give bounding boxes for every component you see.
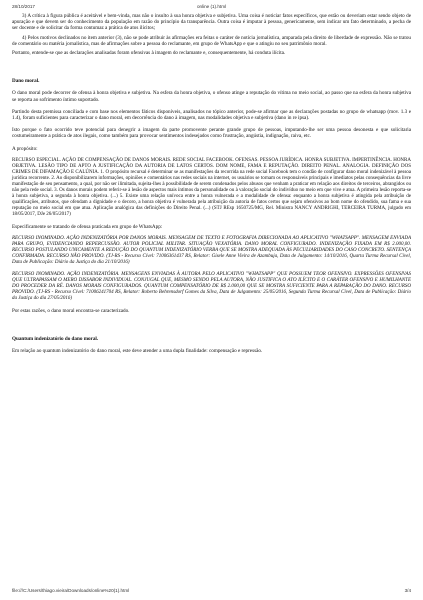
paragraph-caracterizado: Por estas razões, o dano moral encontra-se caracterizado. <box>12 308 130 315</box>
paragraph-premissa: Partindo desta premissa conciliada e com base nos elementos fáticos disponíveis, analisados no tópico anterior, pode-se afirmar que as declarações postadas no grupo de whatsapp (mov. 1.3 e 1.4), foram suficientes para caracterizar o dano moral, em decorrência do dano à imagem, nas modalidades objetiva e subjetiva (dano in re ipsa). <box>12 108 411 122</box>
paragraph-conclusion: Portanto, entende-se que as declarações analisadas foram ofensivas à imagem do reclamante e, consequentemente, há conduta ilícita. <box>12 50 286 57</box>
quote-stj-resp: RECURSO ESPECIAL. AÇÃO DE COMPENSAÇÃO DE DANOS MORAIS. REDE SOCIAL FACEBOOK. OFENSAS. PESSOA JURÍDICA. HONRA SUBJETIVA. IMPERTINÊNCIA. HONRA OBJETIVA. LESÃO TIPO DE APTO A JUSTIFICAÇÃO DA AUTORIA DE LATOS CERTOS. DOM NOME, FAMA E REPUTAÇÃO. DIREITO PENAL. ANALOGIA. DEFINIÇÃO DOS CRIMES DE DIFAMAÇÃO E CALÚNIA. 1. O propósito recursal é determinar se as manifestações da recorrida na rede social Facebook tem o condão de configurar dano moral indenizável à pessoa jurídica recorrente. 2. Ao disponibilizarem informações, opiniões e comentários nas redes sociais na internet, os usuários se tornam os responsáveis principais e imediatos pelas consequências da livre manifestação de seu pensamento, a qual, por não ser ilimitada, sujeita-lhes à possibilidade de serem condenados pelos abusos que venham a praticar em relação aos direitos de terceiros, abrangidos ou não pela rede social. 3. Os danos morais podem referir-se à lesão de aspectos mais íntimos da personalidade ou à valoração social do indivíduo no meio em que vive e atua. A primeira lesão reporta-se à honra subjetiva, a segunda à honra objetiva. (...) 5. Existe uma relação unívoca entre a honra vulnerada e a modalidade de ofensa: enquanto a honra subjetiva é atingida pela atribuição de qualificações, atributos, que ofendam a dignidade e o decoro, a honra objetiva é vulnerada pela atribuição da autoria de fatos certos que sejam ofensivos ao bom nome do ofendido, sua fama e sua reputação no meio social em que atua. Aplicação analógica das definições do Direito Penal. (...) (STJ REsp 1650725/MG, Rel. Ministra NANCY ANDRIGHI, TERCEIRA TURMA, julgado em 18/05/2017, DJe 26/05/2017) <box>12 157 411 217</box>
print-title: online (1).html <box>196 4 227 9</box>
section-heading-dano-moral: Dano moral. <box>12 78 40 85</box>
paragraph-potencial: Isto porque o fato ocorrido teve potencial para denegrir a imagem da parte promovente perante grande grupo de pessoas, imputando-lhe ser uma pessoa desonesta e que solicitaria costumeiramente a prática de atos ilegais, como também para provocar sentimentos indesejados como frustração, angústia, indignação, raiva, etc. <box>12 127 411 140</box>
section-heading-quantum: Quantum indenizatório do dano moral. <box>12 336 99 343</box>
paragraph-item-3: 3) A crítica à figura pública é aceitável e bem-vinda, mas não o insulto à sua honra objetiva e subjetiva. Uma coisa é noticiar fatos específicos, que estão ou deveriam estar sendo objeto de apuração e que devem ser do conhecimento da população em razão do princípio da transparência. Outra coisa é imputar à pessoa, genericamente, sem indicar um fato determinado, a pecha de ser docente e de solicitar da forma contumaz a prática de atos ilícitos; <box>12 13 411 32</box>
print-url: file:///C:/Users/thiago.vieira/Downloads/online%20(1).html <box>12 588 130 593</box>
print-date: 28/10/2017 <box>12 4 35 9</box>
paragraph-dano-definition: O dano moral pode decorrer de ofensa à honra objetiva e subjetiva. Na esfera da honra objetiva, o ofenso atinge a reputação do vítima no meio social, ao passo que na esfera da honra subjetiva se reporta ao sofrimento íntimo suportado. <box>12 90 411 103</box>
paragraph-quantum: Em relação ao quantum indenizatório do dano moral, este deve atender a uma dupla finalidade: compensação e repressão. <box>12 348 263 355</box>
quote-tjrs-1: RECURSO INOMINADO. AÇÃO INDENIZATÓRIA POR DANOS MORAIS. MENSAGEM DE TEXTO E FOTOGRAFIA DIRECIONADA AO APLICATIVO "WHATSAPP". MENSAGEM ENVIADA PARA GRUPO, EVIDENCIANDO REPERCUSSÃO. AUTOR POLICIAL MILITAR. SITUAÇÃO VEXATÓRIA. DANO MORAL CONFIGURADO. INDENIZAÇÃO FIXADA EM R$ 2.000,00. RECURSO POSTULANDO UNICAMENTE A REDUÇÃO DO QUANTUM INDENIZATÓRIO VERBA QUE SE MOSTRA ADEQUADA ÀS PECULIARIDADES DO CASO CONCRETO. SENTENÇA CONFIRMADA. RECURSO NÃO PROVIDO. (TJ-RS - Recurso Cível: 71006361437 RS, Relator: Gisele Anne Vieira de Azambuja, Data de Julgamento: 14/10/2016, Quarta Turma Recursal Cível, Data de Publicação: Diário da Justiça do dia 21/10/2016) <box>12 236 411 266</box>
paragraph-item-4: 4) Pelos motivos declinados no item anterior (3), não se pode atribuir às afirmações era feitas o caráter de notícia jornalística, amparada pela direito de liberdade de expressão. Não se tratou de comentário ou matéria jornalística, mas de afirmações sobre a pessoa do reclamante, em grupo de WhatsApp e que o atingiu no seu patrimônio moral. <box>12 34 411 47</box>
browser-print-footer <box>12 588 411 596</box>
quote-tjrs-2: RECURSO INOMINADO. AÇÃO INDENIZATÓRIA. MENSAGENS ENVIADAS À AUTORA PELO APLICATIVO "WHATSAPP" QUE POSSUEM TEOR OFENSIVO. EXPRESSÕES OFENSIVAS QUE ULTRAPASSAM O MERO DISSABOR INDIVIDUAL. CONJUGAL QUE, MESMO SENDO PELA AUTORA, NÃO JUSTIFICA O ATO ILÍCITO E O CARÁTER OFENSIVO E HUMILHANTE DO PROCEDER DA RÉ. DANOS MORAIS CONFIGURADOS. QUANTUM COMPENSATÓRIO DE R$ 2.000,00 QUE SE MOSTRA SUFICIENTE PARA A REPARAÇÃO DO DANO. RECURSO PROVIDO. (TJ-RS - Recurso Cível: 71006241704 RS, Relator: Roberto Behrensdorf Gomes da Silva, Data de Julgamento: 25/05/2016, Segunda Turma Recursal Cível, Data de Publicação: Diário da Justiça do dia 27/05/2016) <box>12 272 411 302</box>
page-number: 3/4 <box>404 588 411 593</box>
browser-print-header <box>12 4 411 12</box>
paragraph-a-proposito: A propósito: <box>12 145 38 152</box>
paragraph-whatsapp-intro: Especificamente se tratando de ofensa praticada em grupo de WhatsApp: <box>12 223 163 230</box>
document-body <box>12 13 411 355</box>
